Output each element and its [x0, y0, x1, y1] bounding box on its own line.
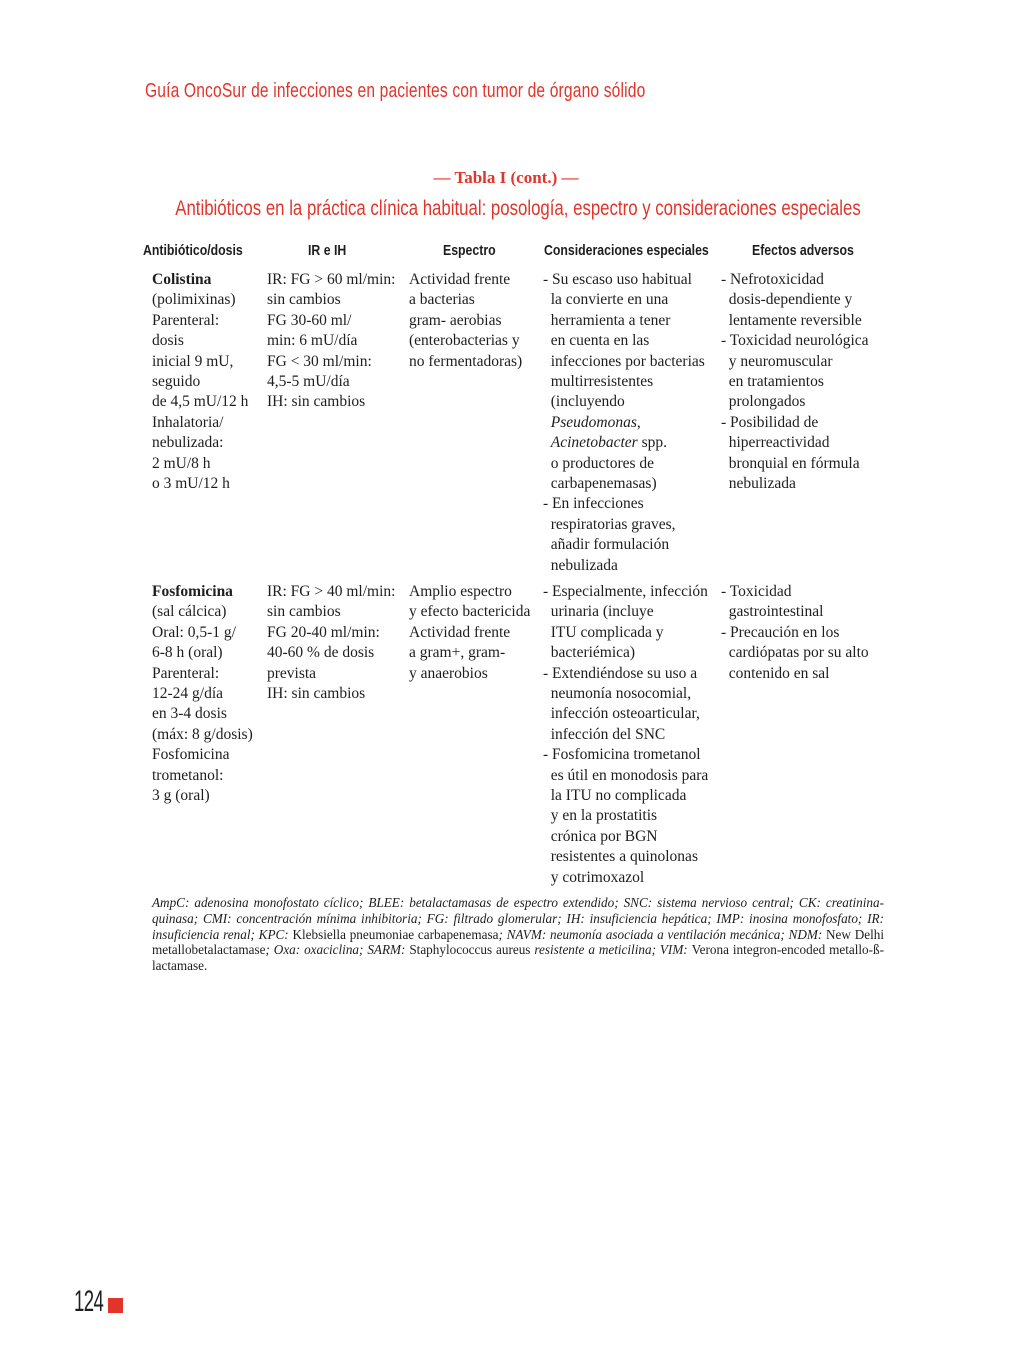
cons-italic-pseudomonas: Pseudomonas	[550, 413, 637, 431]
cons-text-c: spp. o productores de carbapenemasas) - En infecciones respiratorias graves, añadir formulación nebulizada	[543, 434, 676, 574]
footnote-abbrev-4: resistente a meticilina; VIM:	[530, 942, 692, 958]
footnote-name-2: New Delhi metallobetalactamase	[152, 926, 884, 958]
table-row-fosfomicina-consideraciones: - Especialmente, infección urinaria (incluye ITU complicada y bacteriémica) - Extendiéndose su uso a neumonía nosocomial, infección osteoarticular, infección del SNC - Fosfomicina trometanol es útil en monodosis para la ITU no complicada y en la prostatitis crónica por BGN resistentes a quinolonas y cotrimoxazol	[543, 583, 709, 886]
footnote-name-4: Verona integron-encoded metallo-ß-lactamase.	[152, 942, 885, 974]
drug-dose-text: (polimixinas) Parenteral: dosis inicial 9 mU, seguido de 4,5 mU/12 h Inhalatoria/ nebulizada: 2 mU/8 h o 3 mU/12 h	[152, 291, 249, 493]
page-number: 124	[74, 1285, 104, 1318]
table-label: — Tabla I (cont.) —	[433, 168, 579, 187]
footnote-name-3: Staphylococcus aureus	[409, 942, 531, 958]
footnote-name-1: Klebsiella pneumoniae carbapenemasa	[292, 926, 499, 942]
table-row-fosfomicina-ir-ih: IR: FG > 40 ml/min: sin cambios FG 20-40 ml/min: 40-60 % de dosis prevista IH: sin cambios	[267, 583, 396, 703]
table-row-colistina-espectro: Actividad frente a bacterias gram- aerobias (enterobacterias y no fermentadoras)	[409, 271, 523, 370]
column-header-consideraciones: Consideraciones especiales	[544, 242, 709, 259]
column-header-antibiotico: Antibiótico/dosis	[143, 242, 243, 259]
table-row-colistina-consideraciones	[543, 270, 705, 576]
column-header-espectro: Espectro	[443, 242, 496, 259]
cons-italic-acinetobacter: Acinetobacter	[550, 434, 638, 452]
page-marker-square	[108, 1298, 123, 1313]
drug-name: Fosfomicina	[152, 583, 233, 600]
column-header-efectos: Efectos adversos	[752, 242, 854, 259]
table-row-fosfomicina-espectro: Amplio espectro y efecto bactericida Actividad frente a gram+, gram- y anaerobios	[409, 583, 531, 682]
cons-text-b: ,	[636, 413, 641, 431]
table-row-colistina-ir-ih: IR: FG > 60 ml/min: sin cambios FG 30-60 ml/ min: 6 mU/día FG < 30 ml/min: 4,5-5 mU/día IH: sin cambios	[267, 271, 396, 411]
footnote-abbrev-3: ; Oxa: oxaciclina; SARM:	[265, 942, 410, 958]
running-header: Guía OncoSur de infecciones en pacientes con tumor de órgano sólido	[145, 80, 646, 102]
table-row-colistina-dosis	[152, 270, 248, 494]
footnote-abbrev-2: ; NAVM: neumonía asociada a ventilación mecánica; NDM:	[498, 926, 827, 942]
table-footnote	[152, 895, 884, 974]
column-header-ir-ih: IR e IH	[308, 242, 347, 259]
table-row-fosfomicina-efectos: - Toxicidad gastrointestinal - Precaución en los cardiópatas por su alto contenido en sal	[721, 583, 869, 682]
footnote-abbrev-1: AmpC: adenosina monofostato cíclico; BLEE: betalactamasas de espectro extendido; SNC: sistema nervioso central; CK: creatinina-quinasa; CMI: concentración mínima inhibitoria; FG: filtrado glomerular; IH: insuficiencia hepática; IMP: inosina monofosfato; IR: insuficiencia renal; KPC:	[152, 895, 884, 942]
table-title: Antibióticos en la práctica clínica habitual: posología, espectro y consideraciones especiales	[175, 197, 861, 220]
table-row-fosfomicina-dosis	[152, 582, 253, 806]
drug-dose-text: (sal cálcica) Oral: 0,5-1 g/ 6-8 h (oral) Parenteral: 12-24 g/día en 3-4 dosis (máx: 8 g/dosis) Fosfomicina trometanol: 3 g (oral)	[152, 603, 253, 805]
table-row-colistina-efectos: - Nefrotoxicidad dosis-dependiente y lentamente reversible - Toxicidad neurológica y neuromuscular en tratamientos prolongados - Posibilidad de hiperreactividad bronquial en fórmula nebulizada	[721, 271, 869, 493]
cons-text-a: - Su escaso uso habitual la convierte en una herramienta a tener en cuenta en las infecciones por bacterias multirresistentes (incluyendo	[543, 271, 705, 411]
drug-name: Colistina	[152, 271, 212, 288]
